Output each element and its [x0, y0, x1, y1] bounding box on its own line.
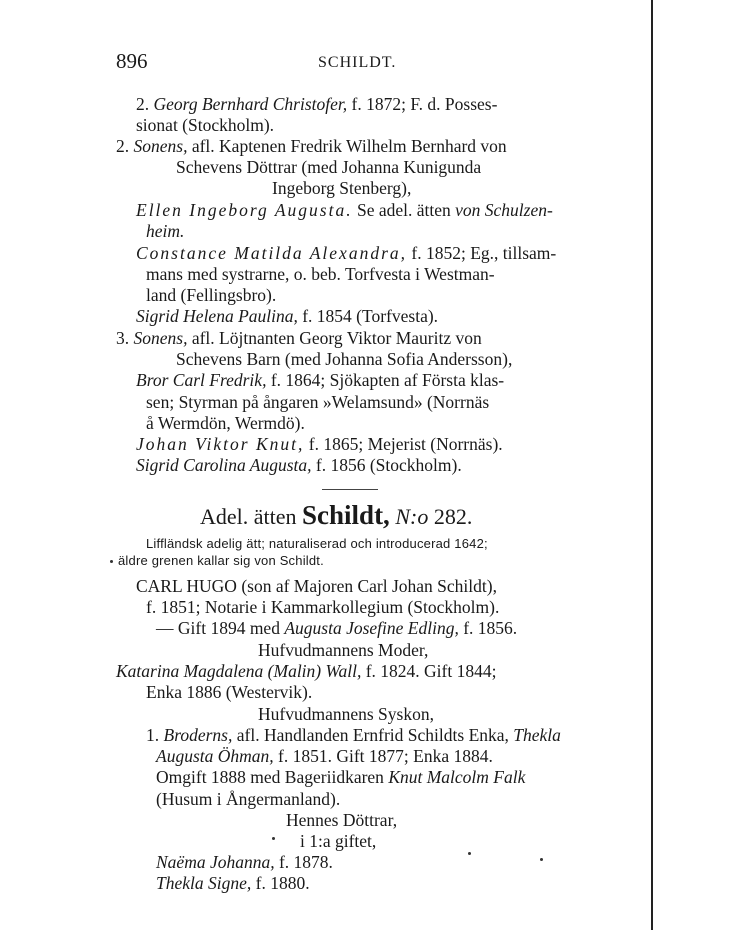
entry-line: i 1:a giftet,	[300, 831, 377, 851]
entry-line: Bror Carl Fredrik, f. 1864; Sjökapten af Första klas-	[136, 370, 505, 390]
entry-line: f. 1851; Notarie i Kammarkollegium (Stockholm).	[146, 597, 500, 617]
entry-line: Augusta Öhman, f. 1851. Gift 1877; Enka 1884.	[156, 746, 493, 766]
intro-line: Liffländsk adelig ätt; naturaliserad och introducerad 1642;	[146, 536, 488, 551]
print-speck	[468, 852, 471, 855]
entry-line: Ingeborg Stenberg),	[272, 178, 412, 198]
entry-line: Ellen Ingeborg Augusta. Se adel. ätten von Schulzen-	[136, 200, 553, 220]
entry-line: — Gift 1894 med Augusta Josefine Edling, f. 1856.	[156, 618, 518, 638]
entry-line: sen; Styrman på ångaren »Welamsund» (Norrnäs	[146, 392, 490, 412]
entry-line: Schevens Döttrar (med Johanna Kunigunda	[176, 157, 482, 177]
entry-line: (Husum i Ångermanland).	[156, 789, 341, 809]
entry-line: Hennes Döttrar,	[286, 810, 398, 830]
entry-line: Hufvudmannens Moder,	[258, 640, 429, 660]
entry-line: 2. Georg Bernhard Christofer, f. 1872; F. d. Posses-	[136, 94, 498, 114]
section-separator	[322, 489, 378, 490]
entry-line: heim.	[146, 221, 185, 241]
entry-line: Hufvudmannens Syskon,	[258, 704, 434, 724]
entry-line: Constance Matilda Alexandra, f. 1852; Eg., tillsam-	[136, 243, 557, 263]
page-edge-rule	[651, 0, 653, 930]
entry-line: Enka 1886 (Westervik).	[146, 682, 313, 702]
entry-line: Katarina Magdalena (Malin) Wall, f. 1824. Gift 1844;	[116, 661, 497, 681]
entry-line: Thekla Signe, f. 1880.	[156, 873, 310, 893]
entry-line: Naëma Johanna, f. 1878.	[156, 852, 333, 872]
entry-line: mans med systrarne, o. beb. Torfvesta i Westman-	[146, 264, 495, 284]
family-heading: Adel. ätten Schildt, N:o 282.	[200, 500, 473, 530]
entry-line: Sigrid Helena Paulina, f. 1854 (Torfvesta).	[136, 306, 439, 326]
page-number: 896	[116, 49, 148, 73]
entry-line: å Wermdön, Wermdö).	[146, 413, 305, 433]
print-speck	[272, 837, 275, 840]
entry-line: sionat (Stockholm).	[136, 115, 275, 135]
entry-line: land (Fellingsbro).	[146, 285, 277, 305]
entry-line: 3. Sonens, afl. Löjtnanten Georg Viktor Mauritz von	[116, 328, 482, 348]
entry-line: Omgift 1888 med Bageriidkaren Knut Malcolm Falk	[156, 767, 526, 787]
entry-line: Sigrid Carolina Augusta, f. 1856 (Stockholm).	[136, 455, 462, 475]
entry-line: Johan Viktor Knut, f. 1865; Mejerist (Norrnäs).	[136, 434, 503, 454]
entry-line: CARL HUGO (son af Majoren Carl Johan Schildt),	[136, 576, 497, 596]
running-title: SCHILDT.	[318, 54, 397, 71]
entry-line: 2. Sonens, afl. Kaptenen Fredrik Wilhelm Bernhard von	[116, 136, 507, 156]
intro-line: äldre grenen kallar sig von Schildt.	[118, 553, 324, 568]
entry-line: 1. Broderns, afl. Handlanden Ernfrid Schildts Enka, Thekla	[146, 725, 561, 745]
print-speck	[110, 560, 113, 563]
entry-line: Schevens Barn (med Johanna Sofia Andersson),	[176, 349, 513, 369]
print-speck	[540, 858, 543, 861]
